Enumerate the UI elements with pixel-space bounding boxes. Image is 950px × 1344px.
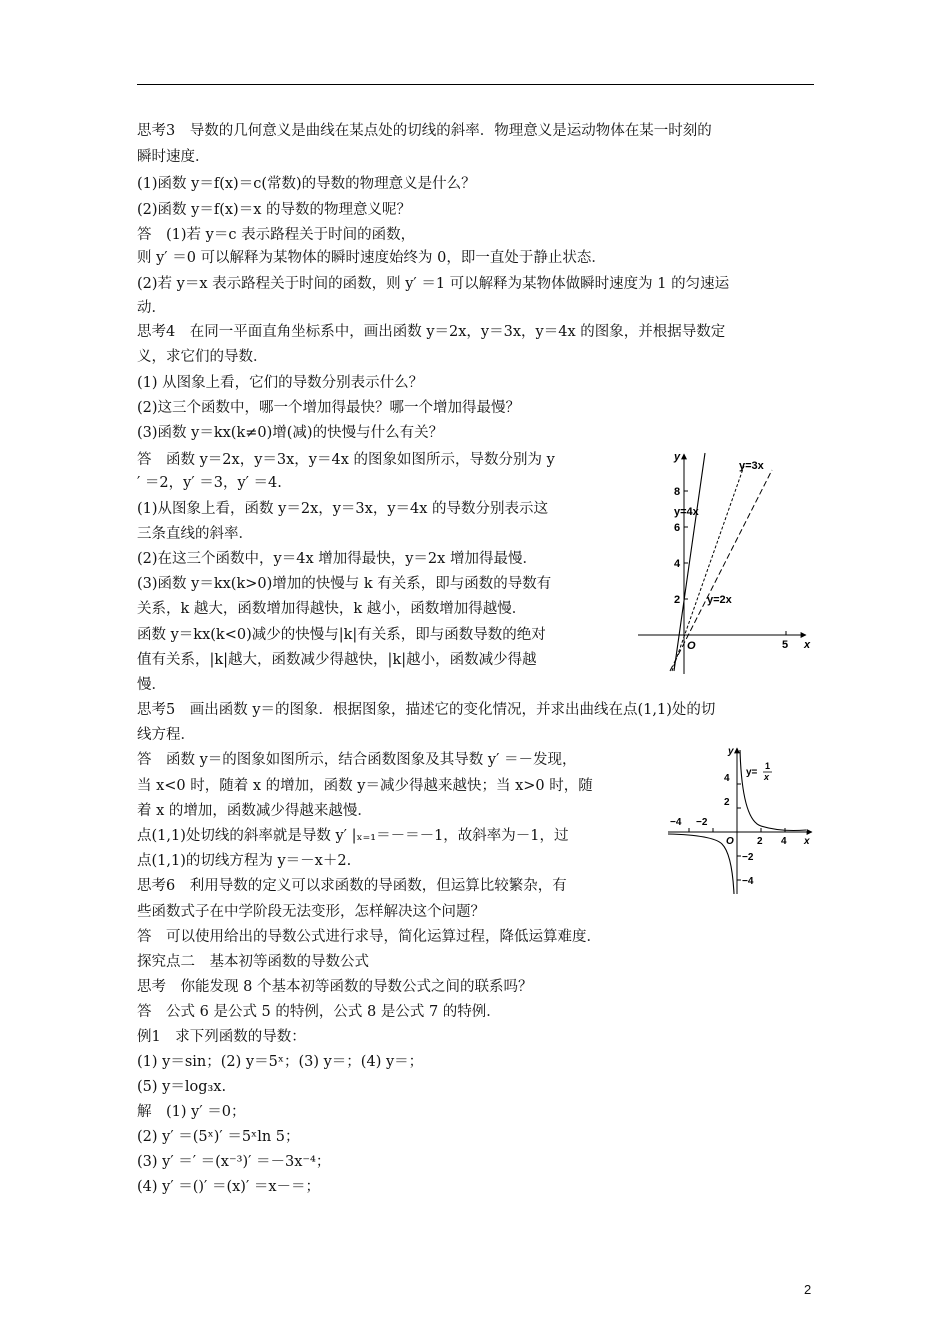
text-line: 关系，k 越大，函数增加得越快，k 越小，函数增加得越慢． [137,601,527,617]
y-tick-label: −4 [742,876,754,887]
text-line: (1)函数 y＝f(x)＝c(常数)的导数的物理意义是什么？ [137,176,476,192]
y-tick-label: 2 [724,797,730,808]
y-tick-label: 4 [674,558,681,570]
text-line: (3)函数 y＝kx(k>0)增加的快慢与 k 有关系，即与函数的导数有 [137,576,552,592]
label-y-4x: y=4x [674,506,699,518]
x-tick-label: −2 [696,817,708,828]
function-label-denominator: x [764,772,770,782]
text-line: 答 可以使用给出的导数公式进行求导，简化运算过程，降低运算难度． [137,929,601,945]
text-line: (2)函数 y＝f(x)＝x 的导数的物理意义呢？ [137,202,411,218]
text-line: 则 y′ ＝0 可以解释为某物体的瞬时速度始终为 0，即一直处于静止状态． [137,250,606,266]
text-line: (2)在这三个函数中，y＝4x 增加得最快，y＝2x 增加得最慢． [137,551,537,567]
text-line: 思考4 在同一平面直角坐标系中，画出函数 y＝2x，y＝3x，y＝4x 的图象，并根据导数定 [137,324,726,340]
line-y-3x [672,466,744,671]
origin-label: O [687,640,696,652]
x-tick-label: 4 [781,836,787,847]
text-line: (3) y′ ＝′ ＝(x⁻³)′ ＝－3x⁻⁴； [137,1154,331,1170]
text-line: 义，求它们的导数． [137,349,268,365]
text-line: 答 函数 y＝2x，y＝3x，y＝4x 的图象如图所示，导数分别为 y [137,452,555,468]
label-y-3x: y=3x [739,460,764,472]
text-line: (1) y＝sin；(2) y＝5ˣ；(3) y＝；(4) y＝； [137,1054,424,1070]
text-line: 函数 y＝kx(k<0)减少的快慢与|k|有关系，即与函数导数的绝对 [137,627,546,643]
text-line: 点(1,1)处切线的斜率就是导数 y′ |ₓ₌₁＝－＝－1，故斜率为－1，过 [137,828,569,844]
text-line: (2) y′ ＝(5ˣ)′ ＝5ˣln 5； [137,1129,300,1145]
text-line: (3)函数 y＝kx(k≠0)增(减)的快慢与什么有关？ [137,425,444,441]
text-line: 答 函数 y＝的图象如图所示，结合函数图象及其导数 y′ ＝－发现， [137,752,577,768]
figure-linear-graphs [636,448,816,676]
x-axis-label: x [804,639,811,651]
text-line: 例1 求下列函数的导数： [137,1029,306,1045]
y-tick-label: 2 [674,594,681,606]
text-line: (1)从图象上看，函数 y＝2x，y＝3x，y＝4x 的导数分别表示这 [137,501,549,517]
function-label-numerator: 1 [765,761,771,771]
figure-hyperbola [666,744,816,896]
text-line: 思考 你能发现 8 个基本初等函数的导数公式之间的联系吗？ [137,979,533,995]
label-y-2x: y=2x [707,594,732,606]
x-tick-label: −4 [670,817,682,828]
page-number: 2 [804,1282,812,1297]
text-line: 答 公式 6 是公式 5 的特例，公式 8 是公式 7 的特例． [137,1004,501,1020]
text-line: 点(1,1)的切线方程为 y＝－x＋2. [137,853,352,869]
text-line: (2)这三个函数中，哪一个增加得最快？哪一个增加得最慢？ [137,400,521,416]
x-tick-label: 2 [757,836,763,847]
hyperbola-branch-positive [740,750,806,831]
text-line: (5) y＝log₃x. [137,1079,227,1095]
text-line: 答 (1)若 y＝c 表示路程关于时间的函数， [137,227,416,243]
line-y-2x [670,470,772,671]
hyperbola-branch-negative [668,834,734,894]
function-label: y= [746,767,758,778]
text-line: 思考6 利用导数的定义可以求函数的导函数，但运算比较繁杂，有 [137,878,567,894]
y-tick-label: 6 [674,522,681,534]
y-tick-label: 8 [674,486,681,498]
y-tick-label: 4 [724,773,730,784]
x-tick-label: 5 [782,639,789,651]
y-tick-label: −2 [742,852,754,863]
y-axis-label: y [674,451,681,463]
text-line: 些函数式子在中学阶段无法变形，怎样解决这个问题？ [137,904,485,920]
text-line: 动． [137,300,166,316]
text-line: (4) y′ ＝()′ ＝(x)′ ＝x－＝； [137,1179,321,1195]
text-line: 思考5 画出函数 y＝的图象．根据图象，描述它的变化情况，并求出曲线在点(1,1)处的切 [137,702,716,718]
text-line: (2)若 y＝x 表示路程关于时间的函数，则 y′ ＝1 可以解释为某物体做瞬时速度为 1 的匀速运 [137,276,730,292]
text-line: 瞬时速度． [137,149,210,165]
text-line: 当 x<0 时，随着 x 的增加，函数 y＝减少得越来越快；当 x>0 时，随 [137,778,593,794]
x-axis-label: x [804,836,810,847]
header-rule [137,84,814,85]
text-line: 三条直线的斜率． [137,526,253,542]
y-axis-label: y [728,746,734,757]
text-line: (1) 从图象上看，它们的导数分别表示什么？ [137,375,424,391]
origin-label: O [726,836,734,847]
text-line: ′ ＝2，y′ ＝3，y′ ＝4. [137,475,282,491]
text-line: 值有关系，|k|越大，函数减少得越快，|k|越小，函数减少得越 [137,652,537,668]
text-line: 思考3 导数的几何意义是曲线在某点处的切线的斜率．物理意义是运动物体在某一时刻的 [137,123,712,139]
text-line: 着 x 的增加，函数减少得越来越慢． [137,803,372,819]
text-line: 解 (1) y′ ＝0； [137,1104,246,1120]
text-line: 慢． [137,677,166,693]
text-line: 探究点二 基本初等函数的导数公式 [137,954,369,970]
text-line: 线方程． [137,727,195,743]
